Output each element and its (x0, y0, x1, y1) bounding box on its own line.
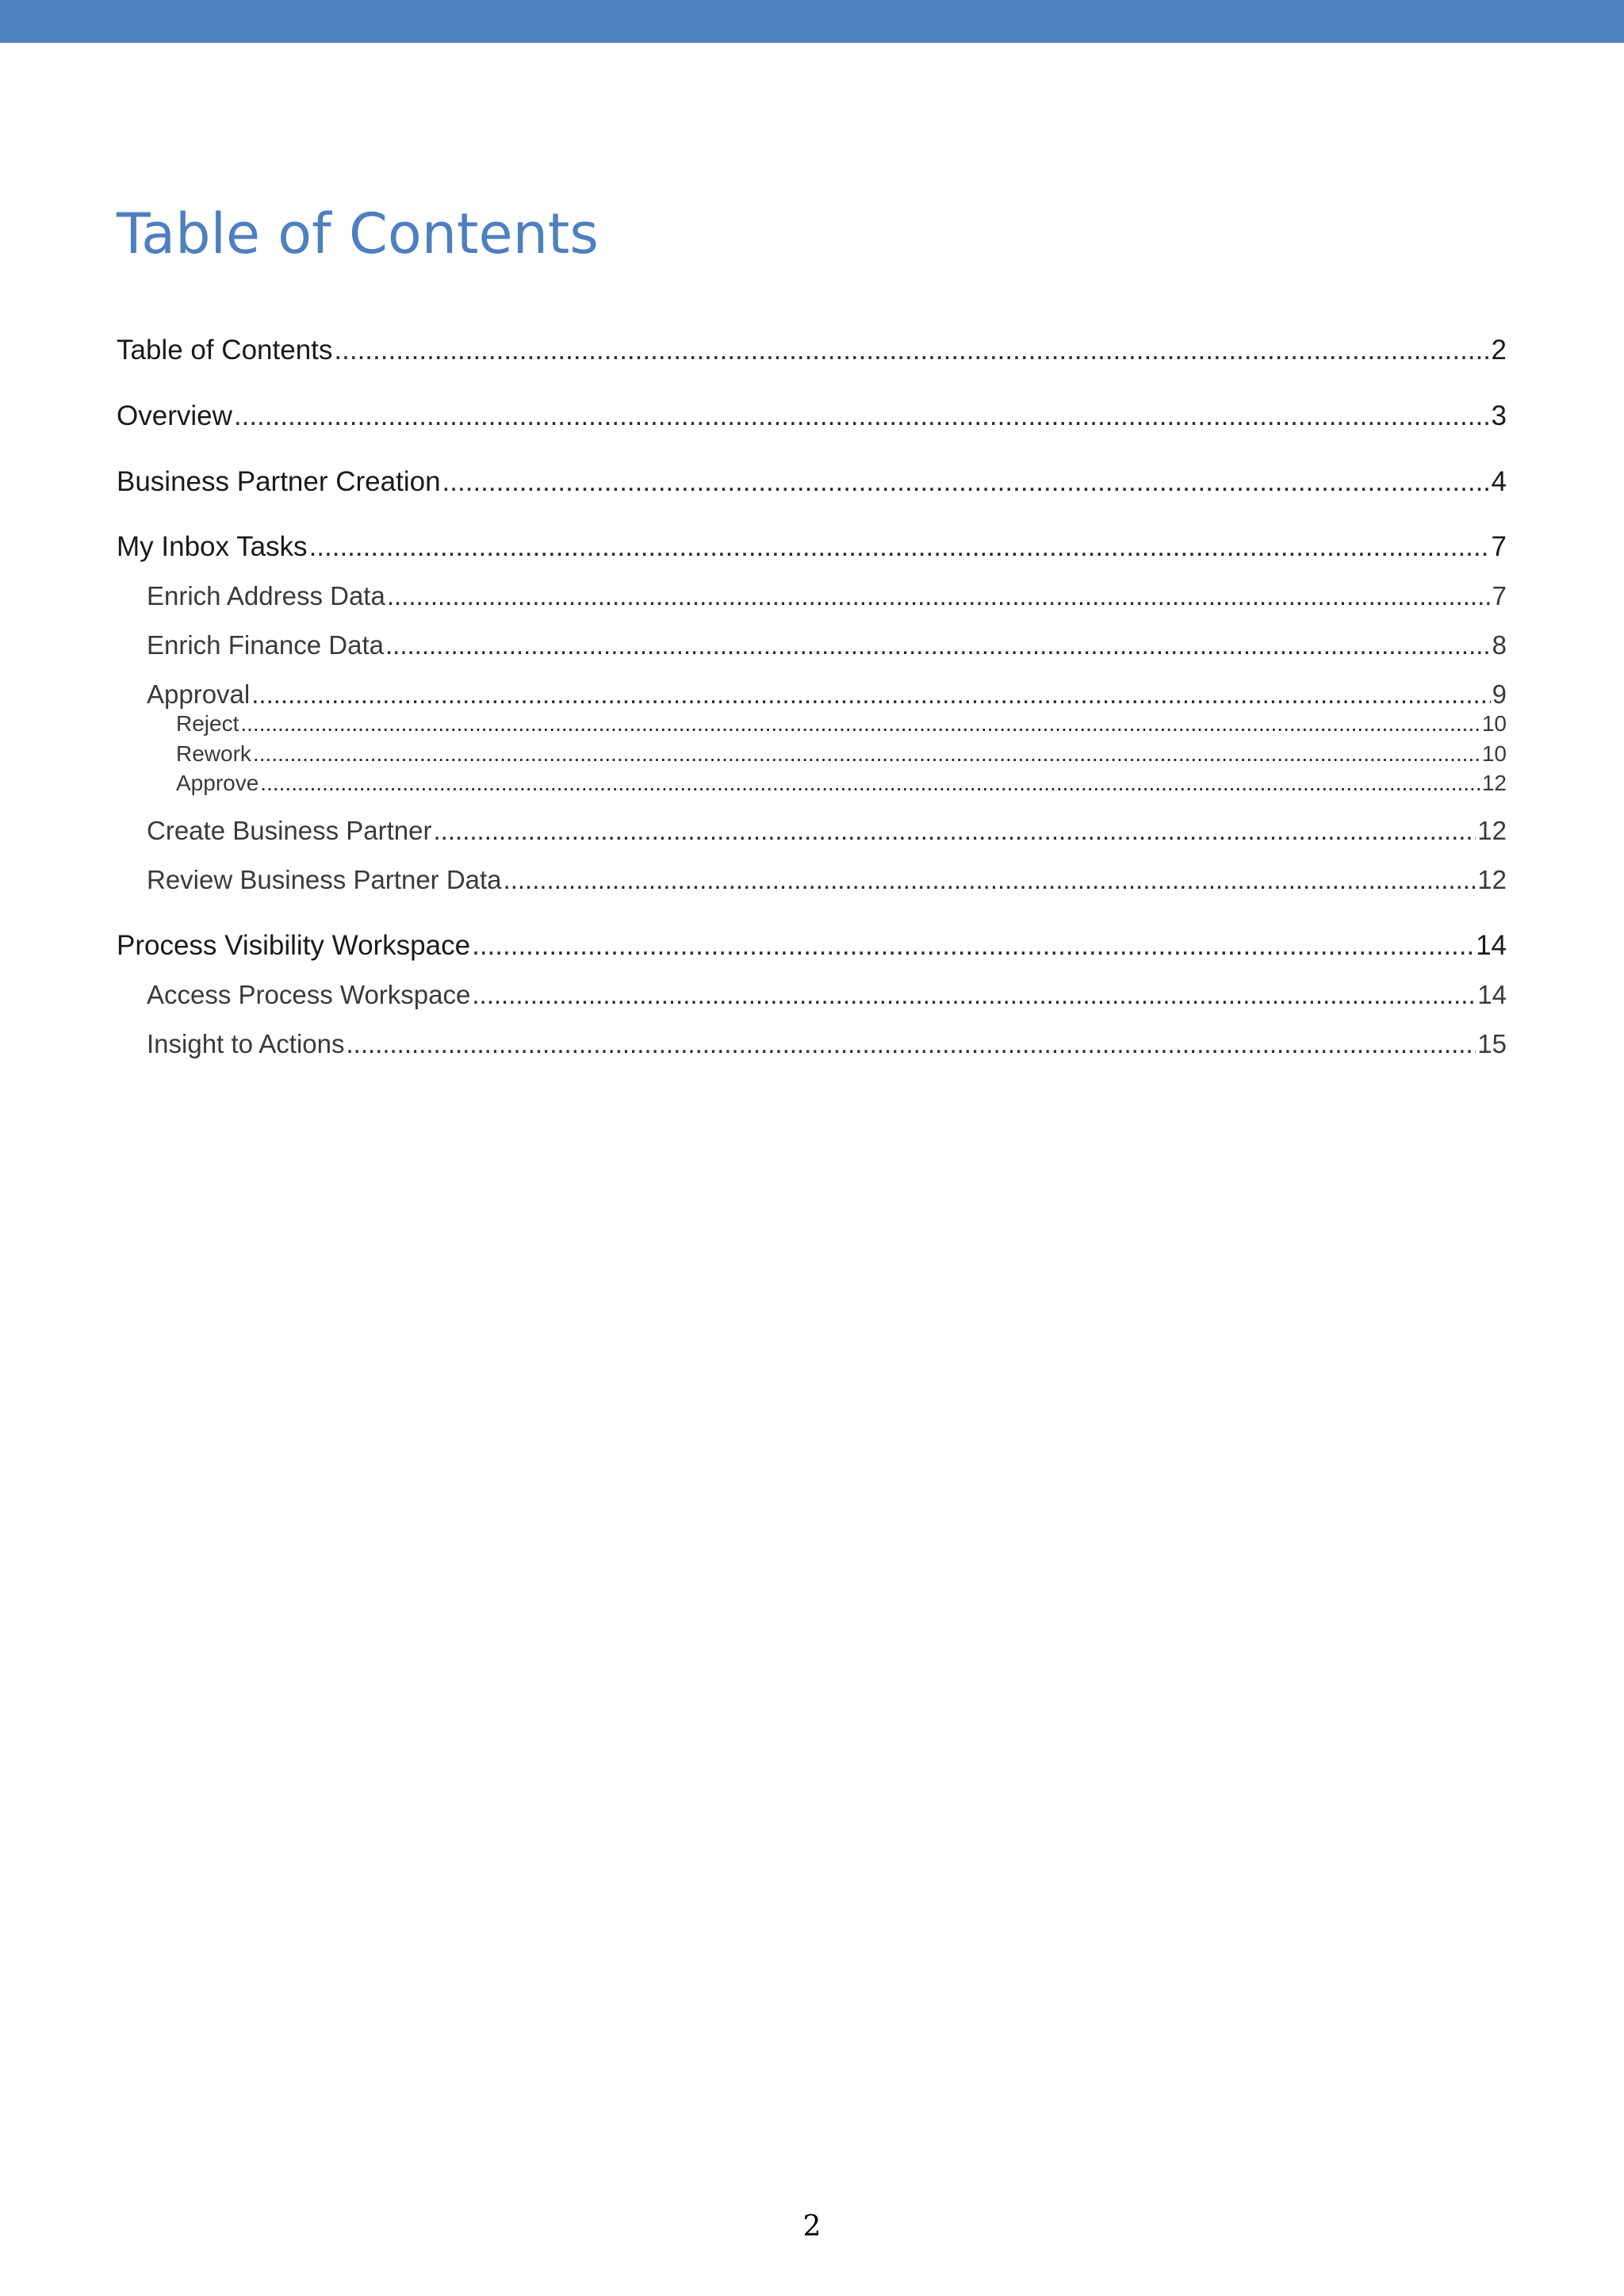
toc-entry-approve[interactable] (176, 771, 1507, 796)
toc-entry-title: Rework (176, 741, 251, 766)
toc-entry-enrich-finance-data[interactable] (147, 629, 1507, 662)
dot-leader (309, 530, 1490, 564)
dot-leader (442, 465, 1490, 499)
toc-entry-title: Reject (176, 711, 239, 736)
toc-entry-title: Process Visibility Workspace (117, 930, 471, 961)
toc-entry-page: 14 (1477, 980, 1507, 1009)
toc-entry-rework[interactable] (176, 741, 1507, 767)
toc-entry-page: 14 (1476, 930, 1507, 961)
toc-entry-page: 8 (1492, 630, 1507, 660)
toc-entry-page: 7 (1491, 531, 1507, 562)
toc-entry-page: 2 (1491, 335, 1507, 365)
toc-entry-page: 15 (1477, 1029, 1507, 1058)
toc-entry-title: Insight to Actions (147, 1029, 345, 1058)
toc-entry-title: Table of Contents (117, 335, 333, 365)
toc-entry-page: 10 (1481, 741, 1507, 766)
toc-entry-access-process-workspace[interactable] (147, 978, 1507, 1012)
toc-entry-title: Approve (176, 771, 259, 795)
toc-entry-approval[interactable] (147, 678, 1507, 711)
toc-entry-title: Enrich Finance Data (147, 630, 384, 660)
toc-entry-title: Overview (117, 400, 232, 431)
dot-leader (387, 580, 1491, 613)
toc-entry-title: Approval (147, 679, 251, 709)
dot-leader (234, 399, 1490, 434)
toc-entry-insight-to-actions[interactable] (147, 1027, 1507, 1061)
toc-entry-title: Access Process Workspace (147, 980, 471, 1009)
dot-leader (253, 741, 1480, 767)
header-band (0, 0, 1624, 43)
toc-entry-my-inbox-tasks[interactable] (117, 530, 1507, 564)
dot-leader (260, 771, 1480, 796)
page-number: 2 (802, 2210, 822, 2243)
page-title: Table of Contents (117, 201, 599, 266)
dot-leader (346, 1027, 1476, 1061)
dot-leader (251, 678, 1490, 711)
toc-entry-title: My Inbox Tasks (117, 531, 308, 562)
toc-entry-title: Enrich Address Data (147, 581, 385, 610)
dot-leader (334, 333, 1489, 368)
toc-entry-title: Create Business Partner (147, 816, 432, 845)
toc-entry-process-visibility-workspace[interactable] (117, 928, 1507, 963)
toc-entry-page: 12 (1477, 816, 1507, 845)
toc-entry-business-partner-creation[interactable] (117, 465, 1507, 499)
toc-entry-table-of-contents[interactable] (117, 333, 1507, 368)
toc-entry-review-business-partner-data[interactable] (147, 863, 1507, 897)
toc-entry-title: Business Partner Creation (117, 466, 441, 497)
toc-entry-page: 3 (1491, 400, 1507, 431)
toc-entry-create-business-partner[interactable] (147, 814, 1507, 848)
toc-entry-page: 12 (1481, 771, 1507, 795)
dot-leader (240, 711, 1480, 737)
dot-leader (504, 863, 1477, 897)
dot-leader (472, 978, 1476, 1012)
dot-leader (434, 814, 1477, 848)
dot-leader (472, 928, 1474, 963)
toc-entry-overview[interactable] (117, 399, 1507, 434)
dot-leader (385, 629, 1491, 662)
toc-entry-page: 9 (1492, 679, 1507, 709)
toc-entry-page: 10 (1481, 711, 1507, 736)
toc-entry-page: 4 (1491, 466, 1507, 497)
toc-entry-title: Review Business Partner Data (147, 865, 502, 894)
toc-entry-reject[interactable] (176, 711, 1507, 737)
toc-entry-page: 12 (1477, 865, 1507, 894)
toc-entry-enrich-address-data[interactable] (147, 580, 1507, 613)
toc-entry-page: 7 (1492, 581, 1507, 610)
